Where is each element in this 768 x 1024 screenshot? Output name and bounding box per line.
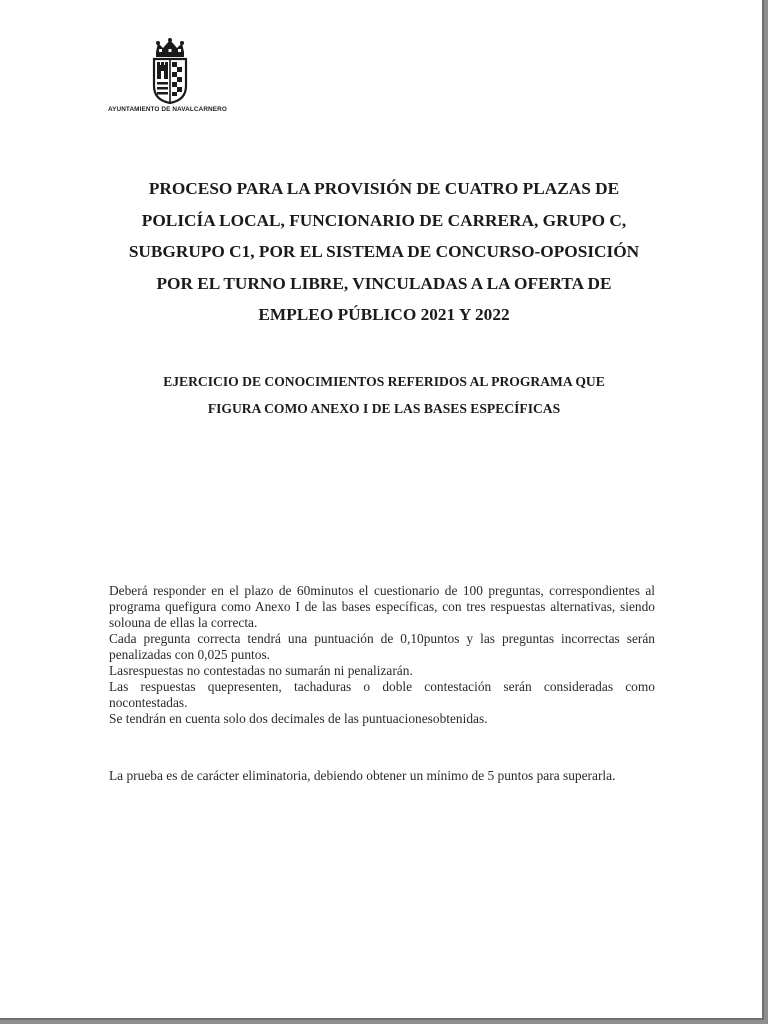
closing-paragraph: La prueba es de carácter eliminatoria, debiendo obtener un mínimo de 5 puntos para superarla.: [109, 768, 616, 783]
instructions-block: [109, 583, 655, 727]
subtitle-line: FIGURA COMO ANEXO I DE LAS BASES ESPECÍFICAS: [207, 401, 561, 416]
document-title: [100, 173, 668, 331]
subtitle-line: EJERCICIO DE CONOCIMIENTOS REFERIDOS AL PROGRAMA QUE: [163, 374, 605, 389]
instruction-paragraph: Cada pregunta correcta tendrá una puntuación de 0,10puntos y las preguntas incorrectas serán penalizadas con 0,025 puntos.: [109, 631, 655, 662]
coat-of-arms-icon: [148, 38, 192, 104]
exercise-subtitle: [100, 368, 668, 422]
instruction-paragraph: Las respuestas quepresenten, tachaduras o doble contestación serán consideradas como nocontestadas.: [109, 679, 655, 710]
title-line: SUBGRUPO C1, POR EL SISTEMA DE CONCURSO-OPOSICIÓN: [128, 242, 640, 261]
title-line: POR EL TURNO LIBRE, VINCULADAS A LA OFERTA DE: [156, 273, 612, 293]
instruction-paragraph: Lasrespuestas no contestadas no sumarán ni penalizarán.: [109, 663, 413, 678]
title-line: PROCESO PARA LA PROVISIÓN DE CUATRO PLAZAS DE: [148, 179, 620, 198]
instruction-paragraph: Se tendrán en cuenta solo dos decimales de las puntuacionesobtenidas.: [109, 711, 488, 726]
title-line: EMPLEO PÚBLICO 2021 Y 2022: [258, 305, 510, 324]
title-line: POLICÍA LOCAL, FUNCIONARIO DE CARRERA, GRUPO C,: [141, 210, 627, 230]
instruction-paragraph: Deberá responder en el plazo de 60minutos el cuestionario de 100 preguntas, correspondientes al programa quefigura como Anexo I de las bases específicas, con tres respuestas alternativas, siendo solouna de ellas la correcta.: [109, 583, 655, 630]
institution-caption: AYUNTAMIENTO DE NAVALCARNERO: [108, 106, 227, 113]
